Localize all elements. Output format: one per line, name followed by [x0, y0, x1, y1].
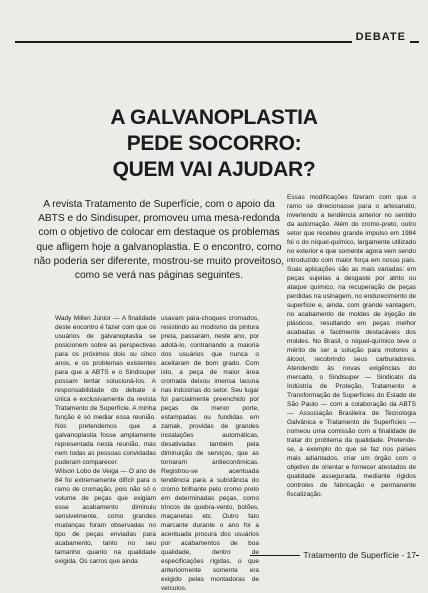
- page-folio: Tratamento de Superfície - 17: [300, 550, 416, 560]
- section-tag: DEBATE: [352, 31, 410, 43]
- column-left: [55, 314, 156, 566]
- headline-line: PEDE SOCORRO:: [126, 132, 302, 155]
- paragraph: usavam pára-choques cromados, resistindo ao modismo da pintura preta, passaram, neste ano, por adotá-lo, contrariando a maioria dos usuários que nunca o aceitaram de bom grado. Com isto, a peça de maior área cromada deixou imensa lacuna nas indústrias do setor. Seu lugar foi parcialmente preenchido por peças de menor porte, estampadas ou fundidas em zamak, providas de grandes instalações automáticas, desativadas também pela diminuição de serviços, que as tornaram antieconômicas. Registrou-se acentuada tendência para a substância do cromo brilhante pelo cromo preto em determinadas peças, como trincos de quebra-vento, botões, maçanetas etc. Outro fato marcante durante o ano foi a acentuada procura dos usuários por acabamentos de boa qualidade, dentro de especificações rígidas, o que anteriormente somente era exigido pelas montadoras de veículos.: [161, 315, 259, 592]
- column-middle: [161, 314, 259, 593]
- headline: [0, 105, 428, 183]
- headline-line: A GALVANOPLASTIA: [110, 106, 318, 129]
- paragraph: Essas modificações fizeram com que o ramo se direcionasse para o artesanato, invertendo a tendência anterior no sentido da automação. Além do cromo-preto, outro setor que recebeu grande impulso em 1984 foi o do níquel-químico, largamente utilizado no exterior e que somente agora vem sendo introduzido com maior força em nosso país. Suas aplicações são as mais variadas: em peças sujeitas a desgaste por atrito ou ataque químico, na recuperação de peças perdidas na usinagem, no endurecimento de superfície e, ainda, com grande vantagem, no acabamento de moldes de injeção de plásticos, resultando em peças melhor acabadas e facilmente destacáveis dos moldes. No Brasil, o níquel-químico teve o mérito de ser a solução para motores a álcool, recobrindo seus carburadores. Atendendo às novas exigências do mercado, o Sindisuper — Sindicato da Indústria de Proteção, Tratamento e Transformação de Superfícies do Estado de São Paulo — com a colaboração da ABTS — Associação Brasileira de Tecnologia Galvânica e Tratamento de Superfícies — nomeou uma comissão com a finalidade de tratar do problema da qualidade. Pretende-se, a exemplo do que se faz nos países mais adiantados, criar um órgão com o objetivo de orientar e fornecer atestados de qualidade assegurada, mediante rígidos controles de fabricação e permanente fiscalização.: [287, 194, 416, 498]
- intro-paragraph: A revista Tratamento de Superfície, com o apoio da ABTS e do Sindisuper, promoveu uma mesa-redonda com o objetivo de colocar em destaque os problemas que afligem hoje a galvanoplastia. E o encontro, como não poderia ser diferente, mostrou-se muito proveitoso, como se verá nas páginas seguintes.: [33, 199, 285, 282]
- paragraph: Wilson Lobo de Veiga — O ano de 84 foi extremamente difícil para o ramo de cromação, pois não só o volume de peças que exigiam esse acabamento diminuiu sensivelmente, como grandes mudanças foram observadas no tipo de peças enviadas para acabamento, tanto no seu tamanho quanto na qualidade exigida. Os carros que ainda: [55, 468, 156, 565]
- column-right: [287, 193, 416, 499]
- paragraph: Wady Millen Júnior — A finalidade deste encontro é fazer com que os usuários de galvanoplastia se posicionem sobre as perspectivas para os próximos dois ou cinco anos, e os problemas existentes para que a ABTS e o Sindisuper possam tentar solucioná-los. A responsabilidade do debate é única e exclusivamente da revista Tratamento de Superfície. A minha função é só mediar essa reunião. Nós pretendemos que a galvanoplastia fosse amplamente representada nesta reunião, mas nem todas as pessoas convidadas puderam comparecer.: [55, 315, 156, 466]
- headline-line: QUEM VAI AJUDAR?: [112, 158, 316, 181]
